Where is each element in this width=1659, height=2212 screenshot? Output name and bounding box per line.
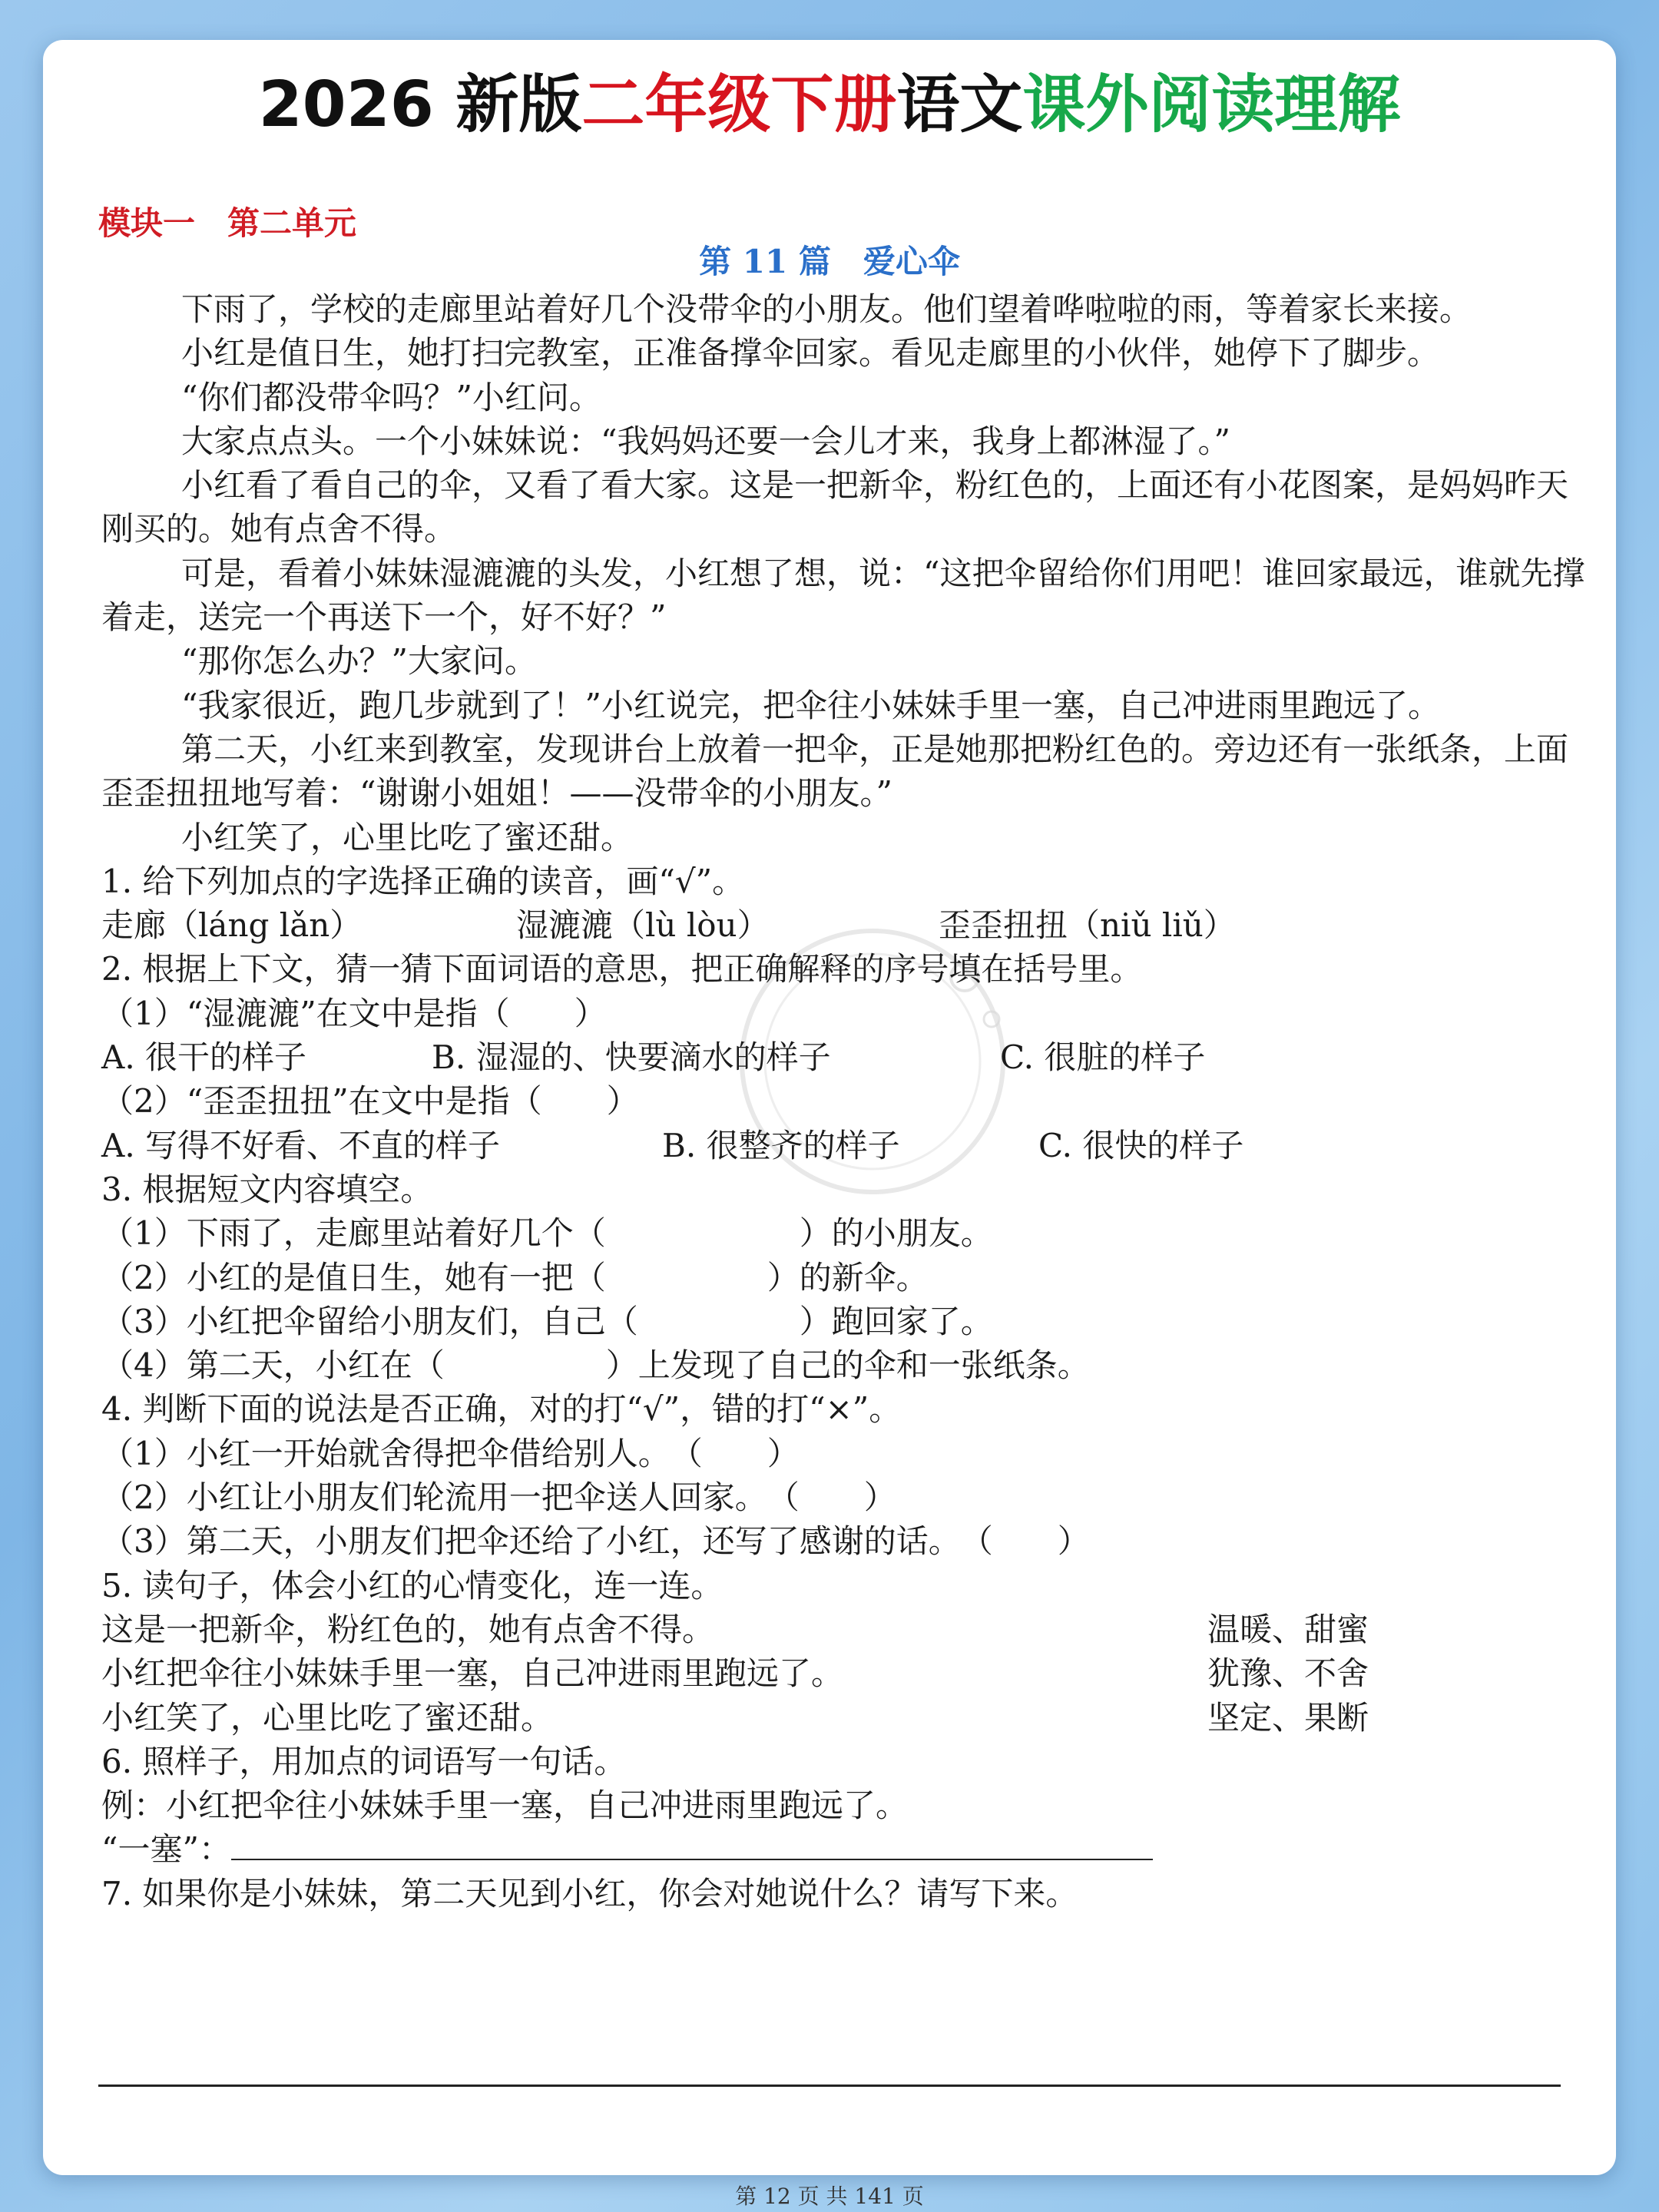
paragraph: 小红看了看自己的伞，又看了看大家。这是一把新伞，粉红色的，上面还有小花图案，是妈妈昨天刚买的。她有点舍不得。 xyxy=(101,466,1569,548)
question-6-prompt: “一塞”： xyxy=(101,1830,231,1869)
paragraph: “你们都没带伞吗？”小红问。 xyxy=(181,378,601,416)
paragraph: 第二天，小红来到教室，发现讲台上放着一把伞，正是她那把粉红色的。旁边还有一张纸条，上面歪歪扭扭地写着：“谢谢小姐姐！——没带伞的小朋友。” xyxy=(101,730,1569,813)
question-3-stem: 3. 根据短文内容填空。 xyxy=(101,1170,433,1208)
paragraph: 小红笑了，心里比吃了蜜还甜。 xyxy=(181,818,634,856)
pinyin-choice[interactable]: 湿漉漉（lù lòu） xyxy=(516,906,770,945)
fill-blank-item[interactable]: （3）小红把伞留给小朋友们，自己（ ）跑回家了。 xyxy=(101,1302,993,1340)
question-6-answer xyxy=(101,1827,1587,1871)
title-subject: 语文 xyxy=(896,68,1023,141)
match-sentence[interactable]: 小红把伞往小妹妹手里一塞，自己冲进雨里跑远了。 xyxy=(101,1654,844,1693)
question-7-stem: 7. 如果你是小妹妹，第二天见到小红，你会对她说什么？请写下来。 xyxy=(101,1874,1078,1912)
paragraph: 小红是值日生，她打扫完教室，正准备撑伞回家。看见走廊里的小伙伴，她停下了脚步。 xyxy=(181,334,1440,373)
match-sentence[interactable]: 小红笑了，心里比吃了蜜还甜。 xyxy=(101,1698,554,1737)
paragraph: “那你怎么办？”大家问。 xyxy=(181,642,537,680)
title-topic: 课外阅读理解 xyxy=(1022,68,1401,141)
answer-blank[interactable] xyxy=(231,1828,1153,1860)
option-c[interactable]: C. 很脏的样子 xyxy=(1000,1038,1206,1077)
question-2-stem: 2. 根据上下文，猜一猜下面词语的意思，把正确解释的序号填在括号里。 xyxy=(101,950,1143,988)
question-6-stem: 6. 照样子，用加点的词语写一句话。 xyxy=(101,1742,627,1780)
paragraph: “我家很近，跑几步就到了！”小红说完，把伞往小妹妹手里一塞，自己冲进雨里跑远了。 xyxy=(181,686,1440,724)
option-a[interactable]: A. 很干的样子 xyxy=(101,1038,307,1077)
title-year: 2026 新版 xyxy=(258,68,582,141)
pinyin-choice[interactable]: 歪歪扭扭（niǔ liǔ） xyxy=(939,906,1236,945)
fill-blank-item[interactable]: （2）小红的是值日生，她有一把（ ）的新伞。 xyxy=(101,1258,929,1296)
paragraph: 可是，看着小妹妹湿漉漉的头发，小红想了想，说：“这把伞留给你们用吧！谁回家最远，谁就先撑着走，送完一个再送下一个，好不好？” xyxy=(101,554,1585,637)
true-false-item[interactable]: （1）小红一开始就舍得把伞借给别人。 （ ） xyxy=(101,1434,800,1472)
option-b[interactable]: B. 湿湿的、快要滴水的样子 xyxy=(432,1038,831,1077)
pinyin-choice[interactable]: 走廊（láng lǎn） xyxy=(101,906,363,945)
question-2-sub1-options xyxy=(101,1035,1587,1079)
match-feeling[interactable]: 坚定、果断 xyxy=(1207,1698,1369,1737)
match-sentence[interactable]: 这是一把新伞，粉红色的，她有点舍不得。 xyxy=(101,1610,715,1648)
paragraph: 大家点点头。一个小妹妹说：“我妈妈还要一会儿才来，我身上都淋湿了。” xyxy=(181,422,1230,460)
article-title: 第 11 篇 爱心伞 xyxy=(699,243,960,280)
question-6-example: 例：小红把伞往小妹妹手里一塞，自己冲进雨里跑远了。 xyxy=(101,1786,909,1825)
module-label: 模块一 第二单元 xyxy=(98,204,357,242)
true-false-item[interactable]: （3）第二天，小朋友们把伞还给了小红，还写了感谢的话。 （ ） xyxy=(101,1522,1090,1561)
question-4-stem: 4. 判断下面的说法是否正确，对的打“√”，错的打“×”。 xyxy=(101,1390,902,1429)
fill-blank-item[interactable]: （1）下雨了，走廊里站着好几个（ ）的小朋友。 xyxy=(101,1214,993,1253)
option-a[interactable]: A. 写得不好看、不直的样子 xyxy=(101,1126,501,1164)
question-2-sub2: （2）“歪歪扭扭”在文中是指（ ） xyxy=(101,1082,639,1121)
answer-line[interactable] xyxy=(98,2085,1561,2087)
match-feeling[interactable]: 犹豫、不舍 xyxy=(1207,1654,1369,1693)
match-row xyxy=(101,1696,1587,1740)
question-1-items xyxy=(101,903,1587,947)
option-c[interactable]: C. 很快的样子 xyxy=(1038,1126,1244,1164)
match-row xyxy=(101,1651,1587,1695)
page-number: 第 12 页 共 141 页 xyxy=(735,2184,924,2209)
page-title xyxy=(43,63,1616,147)
question-2-sub2-options xyxy=(101,1124,1587,1167)
title-grade: 二年级下册 xyxy=(581,68,897,141)
true-false-item[interactable]: （2）小红让小朋友们轮流用一把伞送人回家。 （ ） xyxy=(101,1479,896,1517)
question-1-stem: 1. 给下列加点的字选择正确的读音，画“√”。 xyxy=(101,862,745,900)
fill-blank-item[interactable]: （4）第二天，小红在（ ）上发现了自己的伞和一张纸条。 xyxy=(101,1346,1090,1385)
question-2-sub1: （1）“湿漉漉”在文中是指（ ） xyxy=(101,994,607,1032)
match-feeling[interactable]: 温暖、甜蜜 xyxy=(1207,1610,1369,1648)
match-row xyxy=(101,1608,1587,1651)
option-b[interactable]: B. 很整齐的样子 xyxy=(662,1126,900,1164)
paragraph: 下雨了，学校的走廊里站着好几个没带伞的小朋友。他们望着哗啦啦的雨，等着家长来接。 xyxy=(181,290,1472,328)
worksheet-page xyxy=(43,40,1616,2209)
question-5-stem: 5. 读句子，体会小红的心情变化，连一连。 xyxy=(101,1566,724,1604)
article-body xyxy=(101,287,1587,1916)
